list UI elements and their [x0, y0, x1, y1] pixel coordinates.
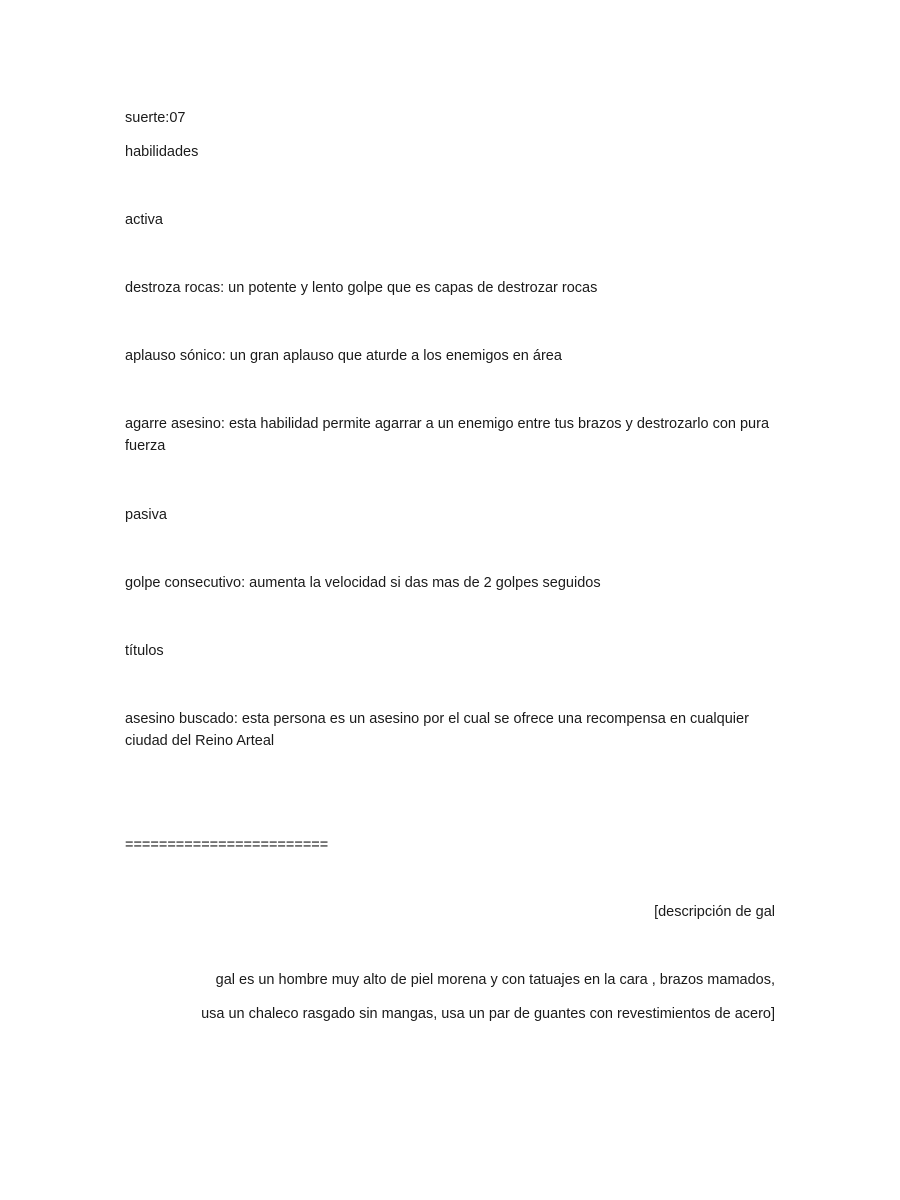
- active-skill-item: destroza rocas: un potente y lento golpe que es capas de destrozar rocas: [125, 280, 598, 296]
- description-line: gal es un hombre muy alto de piel morena y con tatuajes en la cara , brazos mamados,: [215, 972, 775, 988]
- title-item: asesino buscado: esta persona es un asesino por el cual se ofrece una recompensa en cualquier ciudad del Reino Arteal: [125, 711, 749, 749]
- luck-stat: suerte:07: [125, 110, 186, 126]
- active-heading: activa: [125, 212, 163, 228]
- separator-line: ========================: [125, 837, 329, 853]
- description-heading: [descripción de gal: [654, 904, 775, 920]
- passive-skill-item: golpe consecutivo: aumenta la velocidad si das mas de 2 golpes seguidos: [125, 575, 601, 591]
- active-skill-item: agarre asesino: esta habilidad permite agarrar a un enemigo entre tus brazos y destrozarlo con pura fuerza: [125, 416, 770, 454]
- active-skill-item: aplauso sónico: un gran aplauso que aturde a los enemigos en área: [125, 348, 562, 364]
- passive-heading: pasiva: [125, 507, 167, 523]
- description-line: usa un chaleco rasgado sin mangas, usa un par de guantes con revestimientos de acero]: [201, 1006, 775, 1022]
- skills-heading: habilidades: [125, 144, 199, 160]
- titles-heading: títulos: [125, 643, 164, 659]
